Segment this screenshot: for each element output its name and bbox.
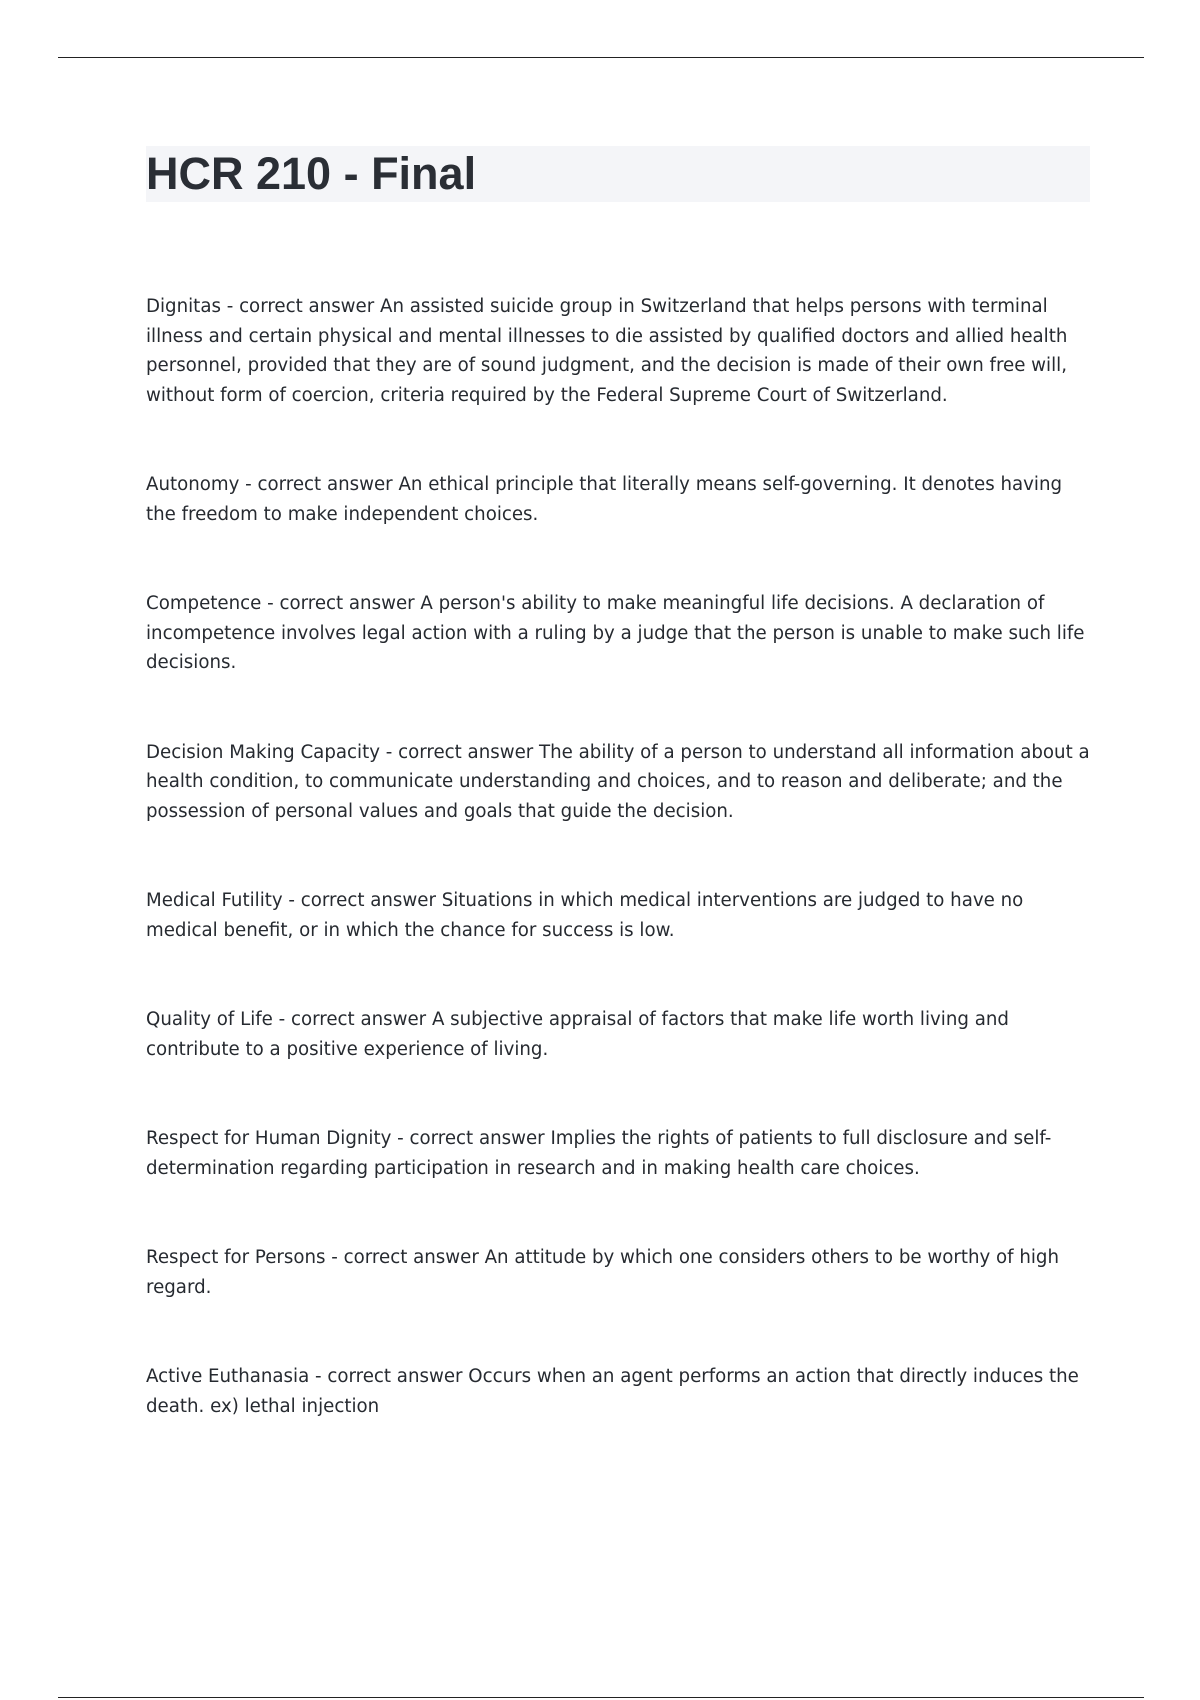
flashcard-entry	[146, 738, 1090, 827]
entry-definition: An attitude by which one considers others to be worthy of high regard.	[146, 1247, 1060, 1298]
entry-term: Competence	[146, 593, 262, 614]
entry-term: Active Euthanasia	[146, 1366, 310, 1387]
entry-separator: - correct answer	[272, 1009, 432, 1030]
flashcard-entry	[146, 470, 1090, 529]
entry-term: Dignitas	[146, 296, 221, 317]
flashcard-entry	[146, 1124, 1090, 1183]
flashcard-entry	[146, 1362, 1090, 1421]
page-title: HCR 210 - Final	[146, 148, 477, 199]
entry-separator: - correct answer	[325, 1247, 485, 1268]
entry-separator: - correct answer	[261, 593, 421, 614]
entry-separator: - correct answer	[282, 890, 442, 911]
entry-definition: Implies the rights of patients to full disclosure and self-determination regarding participation in research and in making health care choices.	[146, 1128, 1052, 1179]
entry-definition: The ability of a person to understand all information about a health condition, to communicate understanding and choices, and to reason and deliberate; and the possession of personal values and goals that guide the decision.	[146, 741, 1090, 822]
entry-separator: - correct answer	[391, 1128, 551, 1149]
flashcard-entry	[146, 292, 1090, 410]
entry-term: Decision Making Capacity	[146, 741, 380, 763]
entry-term: Respect for Human Dignity	[146, 1128, 392, 1149]
entry-definition: A person's ability to make meaningful life decisions. A declaration of incompetence involves legal action with a ruling by a judge that the person is unable to make such life decisions.	[146, 593, 1085, 673]
entry-separator: - correct answer	[379, 741, 540, 763]
entry-definition: A subjective appraisal of factors that make life worth living and contribute to a positive experience of living.	[146, 1009, 1009, 1060]
entry-term: Quality of Life	[146, 1009, 273, 1030]
flashcard-entry	[146, 589, 1090, 678]
entry-separator: - correct answer	[309, 1366, 469, 1387]
flashcard-entry	[146, 1005, 1090, 1064]
entry-term: Medical Futility	[146, 890, 283, 911]
entry-separator: - correct answer	[220, 296, 380, 317]
entry-definition: Situations in which medical interventions are judged to have no medical benefit, or in which the chance for success is low.	[146, 890, 1024, 941]
flashcard-list	[146, 292, 1090, 1481]
entry-definition: Occurs when an agent performs an action that directly induces the death. ex) lethal injection	[146, 1366, 1079, 1417]
entry-separator: - correct answer	[239, 474, 399, 495]
flashcard-entry	[146, 886, 1090, 945]
bottom-rule	[58, 1697, 1144, 1698]
entry-term: Autonomy	[146, 474, 240, 495]
flashcard-entry	[146, 1243, 1090, 1302]
entry-definition: An assisted suicide group in Switzerland that helps persons with terminal illness and certain physical and mental illnesses to die assisted by qualified doctors and allied health personnel, provided that they are of sound judgment, and the decision is made of their own free will, without form of coercion, criteria required by the Federal Supreme Court of Switzerland.	[146, 296, 1068, 406]
top-rule	[58, 57, 1144, 58]
entry-term: Respect for Persons	[146, 1247, 326, 1268]
entry-definition: An ethical principle that literally means self-governing. It denotes having the freedom to make independent choices.	[146, 474, 1063, 525]
